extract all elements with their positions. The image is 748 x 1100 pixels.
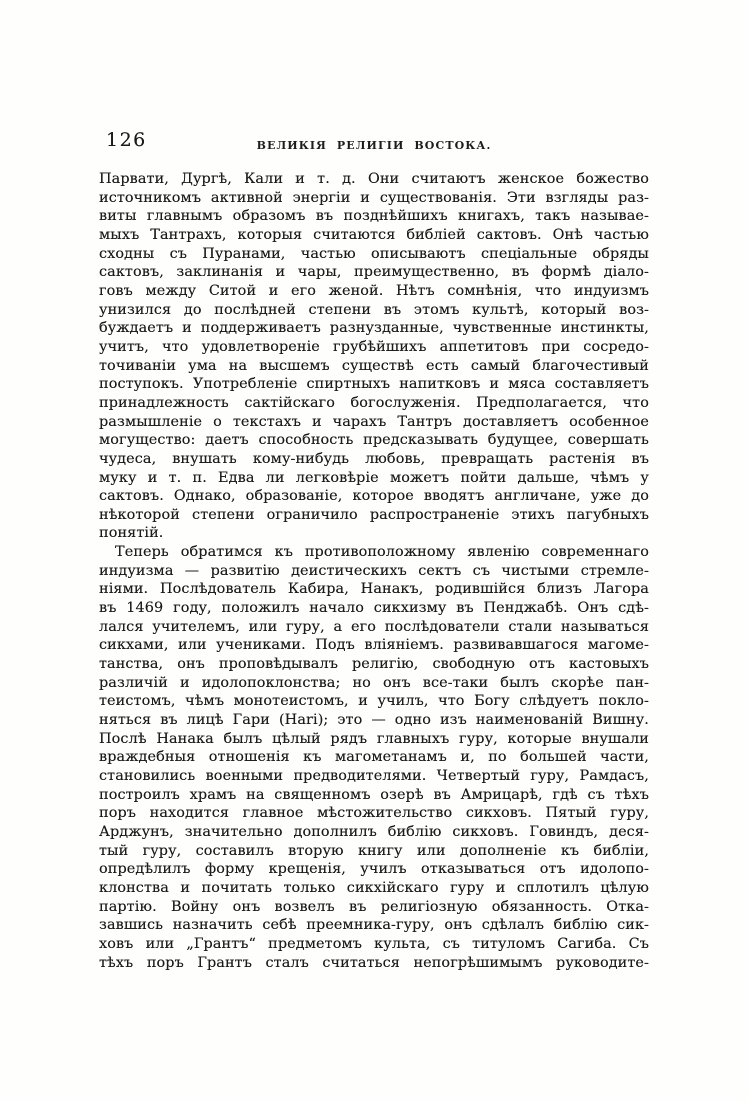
- text-line: партію. Войну онъ возвелъ въ религіозную обязанность. Отка-: [99, 898, 649, 915]
- text-line: принадлежность сактійскаго богослуженія. Предполагается, что: [99, 394, 649, 411]
- text-line: виты главнымъ образомъ въ позднѣйшихъ книгахъ, такъ называе-: [99, 208, 649, 225]
- running-header: ВЕЛИКІЯ РЕЛИГІИ ВОСТОКА.: [256, 139, 492, 152]
- text-line: индуизма — развитію деистическихъ сектъ съ чистыми стремле-: [99, 562, 649, 579]
- text-line: могущество: даетъ способность предсказывать будущее, совершать: [99, 432, 649, 449]
- text-line: въ 1469 году, положилъ начало сикхизму въ Пенджабѣ. Онъ сдѣ-: [99, 600, 649, 617]
- text-line: учитъ, что удовлетвореніе грубѣйшихъ аппетитовъ при сосредо-: [99, 338, 649, 355]
- text-line: понятій.: [99, 525, 164, 542]
- text-line: чудеса, внушать кому-нибудь любовь, превращать растенія въ: [99, 450, 649, 467]
- text-line: няться въ лицѣ Гари (Hari); это — одно изъ наименованій Вишну.: [99, 712, 649, 729]
- text-line: сикхами, или учениками. Подъ вліяніемъ. развивавшагося магоме-: [99, 637, 649, 654]
- page-number: 126: [106, 129, 147, 151]
- text-line: клонства и почитать только сикхійскаго гуру и сплотилъ цѣлую: [99, 879, 649, 896]
- text-line: размышленіе о текстахъ и чарахъ Тантръ доставляетъ особенное: [99, 413, 649, 430]
- text-line: муку и т. п. Едва ли легковѣріе можетъ пойти дальше, чѣмъ у: [99, 469, 649, 486]
- text-line: говъ между Ситой и его женой. Нѣтъ сомнѣнія, что индуизмъ: [99, 282, 649, 299]
- text-line: поступокъ. Употребленіе спиртныхъ напитковъ и мяса составляетъ: [99, 376, 649, 393]
- text-line: построилъ храмъ на священномъ озерѣ въ Амрицарѣ, гдѣ съ тѣхъ: [99, 786, 649, 803]
- text-line: унизился до послѣдней степени въ этомъ культѣ, который воз-: [99, 301, 649, 318]
- text-line: нѣкоторой степени ограничило распространеніе этихъ пагубныхъ: [99, 506, 649, 523]
- text-line: становились военными предводителями. Четвертый гуру, Рамдасъ,: [99, 768, 649, 784]
- text-line: тый гуру, составилъ вторую книгу или дополненіе къ библіи,: [99, 842, 649, 859]
- text-line: поръ находится главное мѣстожительство сикховъ. Пятый гуру,: [99, 805, 649, 822]
- text-line: ніями. Послѣдователь Кабира, Нанакъ, родившійся близъ Лагора: [99, 581, 649, 598]
- text-line: сактовъ. Однако, образованіе, которое вводятъ англичане, уже до: [99, 488, 649, 505]
- text-line: буждаетъ и поддерживаетъ разнузданные, чувственные инстинкты,: [99, 320, 649, 337]
- text-line: тѣхъ поръ Грантъ сталъ считаться непогрѣшимымъ руководите-: [99, 954, 649, 971]
- text-line: танства, онъ проповѣдывалъ религію, свободную отъ кастовыхъ: [99, 656, 649, 673]
- text-line: сактовъ, заклинанія и чары, преимущественно, въ формѣ діало-: [99, 264, 649, 281]
- text-line: Послѣ Нанака былъ цѣлый рядъ главныхъ гуру, которые внушали: [99, 730, 649, 747]
- text-line: ховъ или „Грантъ“ предметомъ культа, съ титуломъ Сагиба. Съ: [99, 935, 649, 952]
- text-line: мыхъ Тантрахъ, которыя считаются библіей сактовъ. Онѣ частью: [99, 226, 649, 243]
- text-line: теистомъ, чѣмъ монотеистомъ, и училъ, что Богу слѣдуетъ покло-: [99, 693, 649, 710]
- text-line: Теперь обратимся къ противоположному явленію современнаго: [115, 544, 649, 561]
- text-line: сходны съ Пуранами, частью описываютъ спеціальные обряды: [99, 245, 649, 262]
- text-line: опредѣлилъ форму крещенія, училъ отказываться отъ идолопо-: [99, 861, 649, 878]
- text-line: Арджунъ, значительно дополнилъ библію сикховъ. Говиндъ, деся-: [99, 823, 649, 840]
- text-line: лался учителемъ, или гуру, а его послѣдователи стали называться: [99, 618, 649, 635]
- text-line: различій и идолопоклонства; но онъ все-таки былъ скорѣе пан-: [99, 674, 649, 691]
- text-line: враждебныя отношенія къ магометанамъ и, по большей части,: [99, 749, 649, 766]
- text-line: источникомъ активной энергіи и существованія. Эти взгляды раз-: [99, 189, 649, 206]
- text-line: Парвати, Дургѣ, Кали и т. д. Они считаютъ женское божество: [99, 171, 649, 187]
- text-line: завшись назначить себѣ преемника-гуру, онъ сдѣлалъ библію сик-: [99, 917, 649, 934]
- text-block: [99, 170, 649, 972]
- text-line: точиваніи ума на высшемъ существѣ есть самый благочестивый: [99, 357, 649, 374]
